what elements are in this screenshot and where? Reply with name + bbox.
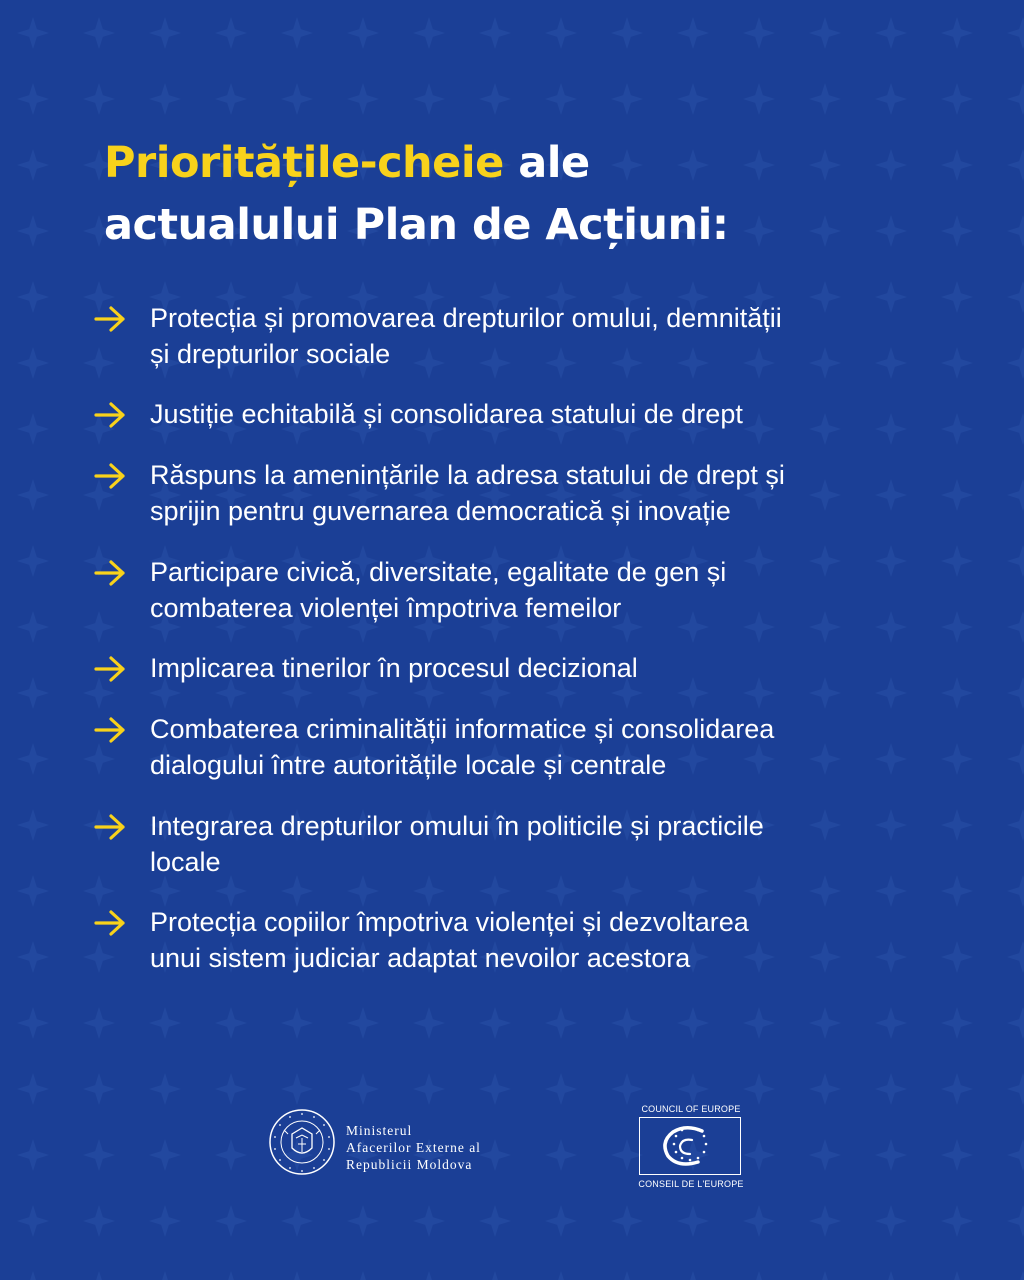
arrow-right-icon — [94, 656, 126, 682]
council-of-europe-logo — [638, 1104, 744, 1192]
priority-item — [94, 904, 894, 976]
priority-item-line: Protecția copiilor împotriva violenței și dezvoltarea — [150, 907, 749, 937]
priority-item-line: Răspuns la amenințările la adresa statului de drept și — [150, 460, 785, 490]
coe-english-name: COUNCIL OF EUROPE — [641, 1104, 741, 1114]
ministry-name-line: Republicii Moldova — [346, 1157, 473, 1172]
arrow-right-icon — [94, 306, 126, 332]
arrow-right-icon — [94, 463, 126, 489]
moldova-coat-of-arms-seal-icon — [268, 1108, 336, 1176]
ministry-name — [346, 1122, 481, 1173]
priority-item — [94, 300, 894, 372]
arrow-right-icon — [94, 910, 126, 936]
arrow-right-icon — [94, 717, 126, 743]
coe-french-name: CONSEIL DE L'EUROPE — [638, 1179, 744, 1189]
ministry-name-line: Afacerilor Externe al — [346, 1140, 481, 1155]
priority-item — [94, 711, 894, 783]
page-title — [104, 132, 904, 256]
priority-item — [94, 457, 894, 529]
priority-item — [94, 650, 894, 686]
priority-item-line: combaterea violenței împotriva femeilor — [150, 593, 622, 623]
priority-item-line: dialogului între autoritățile locale și centrale — [150, 750, 667, 780]
title-line2: actualului Plan de Acțiuni: — [104, 200, 729, 250]
priority-item-line: Combaterea criminalității informatice și consolidarea — [150, 714, 775, 744]
priority-item-line: Protecția și promovarea drepturilor omului, demnității — [150, 303, 782, 333]
priority-item — [94, 808, 894, 880]
ministry-logo — [268, 1108, 548, 1186]
priority-item-line: locale — [150, 847, 221, 877]
priority-list — [94, 300, 894, 976]
arrow-right-icon — [94, 402, 126, 428]
ministry-name-line: Ministerul — [346, 1123, 413, 1138]
title-highlight: Prioritățile-cheie — [104, 138, 504, 188]
priority-item — [94, 396, 894, 432]
priority-item-line: Integrarea drepturilor omului în politicile și practicile — [150, 811, 764, 841]
title-line1-rest: ale — [503, 138, 590, 188]
priority-item — [94, 554, 894, 626]
arrow-right-icon — [94, 560, 126, 586]
coe-emblem-icon — [640, 1118, 740, 1174]
priority-item-line: unui sistem judiciar adaptat nevoilor acestora — [150, 943, 691, 973]
coe-emblem-frame — [639, 1117, 741, 1175]
priority-item-line: Justiție echitabilă și consolidarea statului de drept — [150, 399, 743, 429]
priority-item-line: sprijin pentru guvernarea democratică și inovație — [150, 496, 731, 526]
arrow-right-icon — [94, 814, 126, 840]
priority-item-line: Participare civică, diversitate, egalitate de gen și — [150, 557, 727, 587]
priority-item-line: Implicarea tinerilor în procesul decizional — [150, 653, 638, 683]
priority-item-line: și drepturilor sociale — [150, 339, 391, 369]
